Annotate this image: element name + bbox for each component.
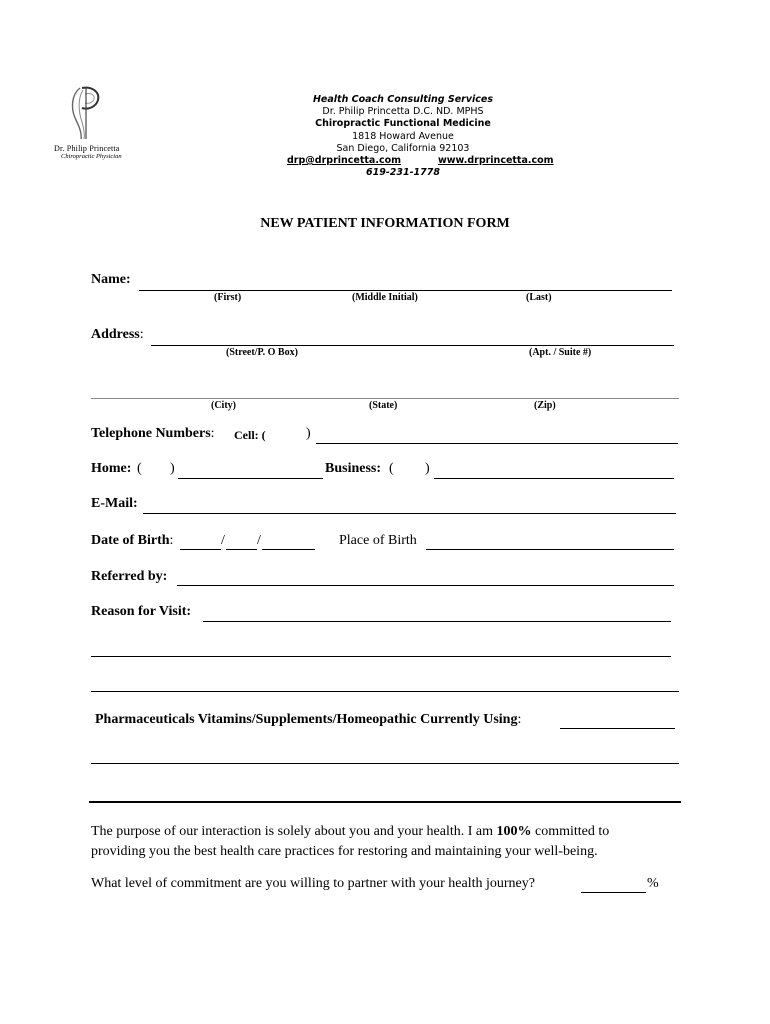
email-field-line[interactable] (143, 513, 676, 514)
header-website-link[interactable]: www.drprincetta.com (438, 155, 554, 167)
reason-extra-line-1[interactable] (91, 656, 671, 657)
referred-label: Referred by: (91, 569, 168, 584)
pharma-extra-line-2[interactable] (89, 801, 681, 803)
name-first-caption: (First) (214, 292, 242, 303)
header-doctor: Dr. Philip Princetta D.C. ND. MPHS (322, 106, 484, 118)
closing-paragraph: The purpose of our interaction is solely about you and your health. I am 100% committed to providing you the best health care practices for restoring and maintaining your well-being. (91, 824, 610, 859)
pob-label: Place of Birth (339, 533, 417, 548)
stylized-p-leaf-icon (66, 84, 106, 140)
address-zip-caption: (Zip) (534, 400, 556, 411)
practice-logo (50, 84, 124, 164)
business-phone-line[interactable] (434, 478, 674, 479)
reason-extra-line-2[interactable] (91, 691, 679, 692)
name-middle-caption: (Middle Initial) (352, 292, 418, 303)
dob-year-line[interactable] (262, 549, 315, 550)
header-email-link[interactable]: drp@drprincetta.com (287, 155, 402, 167)
cell-label: Cell: ( (234, 428, 266, 442)
pharma-extra-line-1[interactable] (91, 763, 679, 764)
name-last-caption: (Last) (526, 292, 552, 303)
cell-close-paren: ) (306, 426, 311, 441)
logo-subtitle-text: Chiropractic Physician (61, 153, 122, 160)
telephone-label: Telephone Numbers: (91, 426, 215, 441)
dob-slash-1: / (221, 533, 225, 548)
commitment-percent-sign: % (647, 876, 659, 891)
header-city: San Diego, California 92103 (336, 142, 470, 154)
commitment-field-line[interactable] (581, 892, 646, 893)
pharma-field-line[interactable] (560, 728, 675, 729)
reason-label: Reason for Visit: (91, 604, 192, 619)
pob-field-line[interactable] (426, 549, 674, 550)
header-service: Health Coach Consulting Services (312, 94, 494, 105)
address-apt-caption: (Apt. / Suite #) (529, 347, 592, 358)
dob-month-line[interactable] (180, 549, 221, 550)
address-city-line[interactable] (91, 398, 679, 399)
address-city-caption: (City) (211, 400, 236, 411)
home-phone-line[interactable] (178, 478, 323, 479)
logo-name-text: Dr. Philip Princetta (54, 144, 120, 153)
home-open-paren: ( (137, 461, 142, 476)
reason-field-line[interactable] (203, 621, 671, 622)
home-label: Home: (91, 461, 132, 476)
home-close-paren: ) (170, 461, 175, 476)
header-specialty: Chiropractic Functional Medicine (315, 118, 491, 130)
header-phone: 619-231-1778 (366, 167, 440, 179)
business-close-paren: ) (425, 461, 430, 476)
cell-phone-line[interactable] (316, 443, 678, 444)
commitment-question: What level of commitment are you willing to partner with your health journey? (91, 876, 535, 891)
email-label: E-Mail: (91, 496, 138, 511)
business-label: Business: (325, 461, 382, 476)
header-street: 1818 Howard Avenue (352, 130, 454, 142)
name-label: Name: (91, 272, 131, 287)
address-label: Address: (91, 327, 144, 342)
dob-slash-2: / (257, 533, 261, 548)
referred-field-line[interactable] (177, 585, 674, 586)
dob-label: Date of Birth: (91, 533, 174, 548)
address-street-line[interactable] (151, 345, 674, 346)
address-state-caption: (State) (369, 400, 398, 411)
address-street-caption: (Street/P. O Box) (226, 347, 298, 358)
business-open-paren: ( (389, 461, 394, 476)
form-title: NEW PATIENT INFORMATION FORM (260, 216, 510, 231)
dob-day-line[interactable] (226, 549, 257, 550)
name-field-line[interactable] (139, 290, 672, 291)
pharma-label: Pharmaceuticals Vitamins/Supplements/Homeopathic Currently Using: (95, 712, 522, 727)
practice-header (260, 94, 554, 179)
header-links (260, 155, 554, 167)
